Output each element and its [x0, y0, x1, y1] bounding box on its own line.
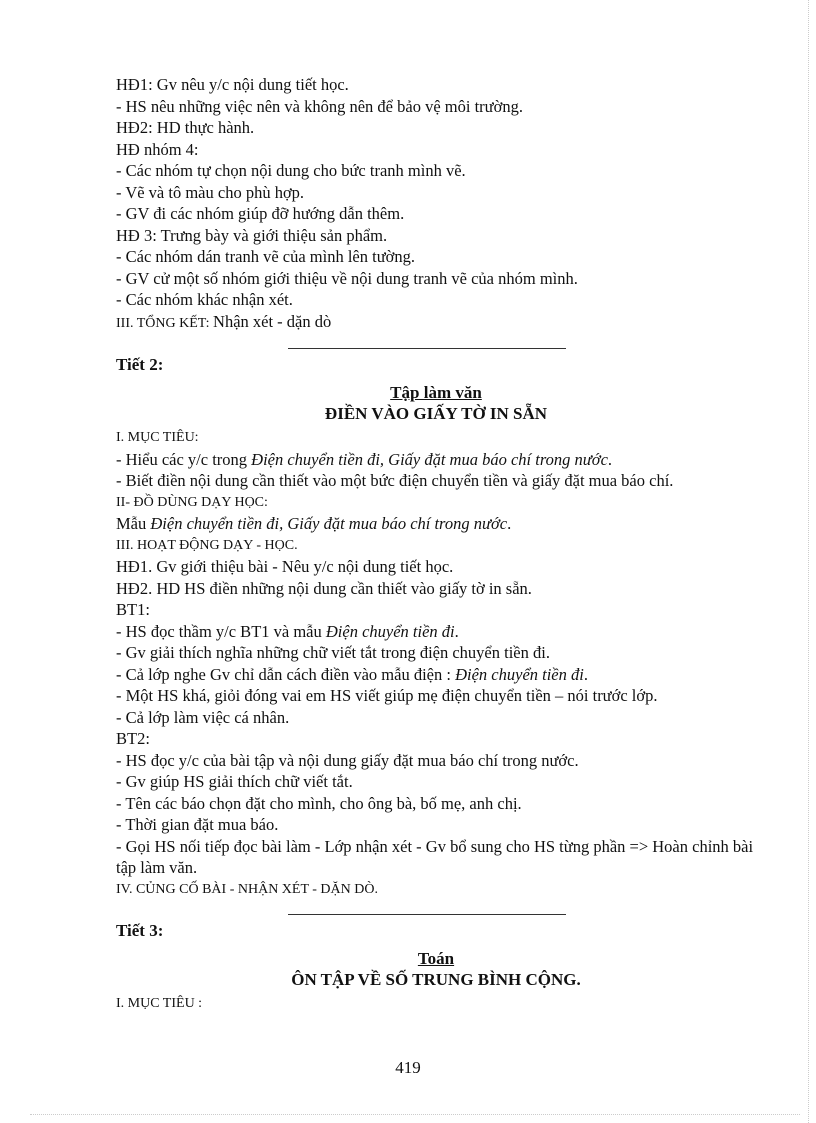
text-line: - Một HS khá, giỏi đóng vai em HS viết giúp mẹ điện chuyển tiền – nói trước lớp.	[116, 686, 658, 705]
subject-title: Tập làm văn	[390, 383, 482, 402]
section-heading: III. HOẠT ĐỘNG DẠY - HỌC.	[116, 537, 298, 553]
text-line: - Cả lớp nghe Gv chỉ dẫn cách điền vào mẫu điện : Điện chuyển tiền đi.	[116, 664, 588, 684]
text-line: - Gv giải thích nghĩa những chữ viết tắt trong điện chuyển tiền đi.	[116, 643, 550, 662]
subject-title: Toán	[417, 949, 455, 968]
text-line: HĐ2: HD thực hành.	[116, 118, 255, 137]
text-line: HĐ1. Gv giới thiệu bài - Nêu y/c nội dung tiết học.	[116, 557, 454, 576]
lesson-heading-2: Tiết 2:	[116, 355, 164, 374]
page-edge-bottom	[30, 1114, 800, 1115]
summary-heading	[116, 311, 756, 335]
text-line: BT2:	[116, 729, 150, 748]
page-content	[116, 74, 756, 1015]
lesson-title: ĐIỀN VÀO GIẤY TỜ IN SẴN	[324, 404, 548, 423]
text-line: - Gv giúp HS giải thích chữ viết tắt.	[116, 772, 353, 791]
text-line: - GV đi các nhóm giúp đỡ hướng dẫn thêm.	[116, 204, 405, 223]
summary-text: Nhận xét - dặn dò	[213, 311, 332, 331]
section-divider	[288, 914, 566, 915]
text-line: - Gọi HS nối tiếp đọc bài làm - Lớp nhận xét - Gv bổ sung cho HS từng phần => Hoàn chỉnh bài tập làm văn.	[116, 836, 754, 877]
text-line: - Biết điền nội dung cần thiết vào một bức điện chuyển tiền và giấy đặt mua báo chí.	[116, 471, 674, 490]
section-heading: I. MỤC TIÊU:	[116, 430, 199, 445]
text-line: - Cả lớp làm việc cá nhân.	[116, 707, 290, 727]
text-line: HĐ 3: Trưng bày và giới thiệu sản phẩm.	[116, 225, 388, 245]
section-heading: II- ĐỒ DÙNG DẠY HỌC:	[116, 494, 268, 510]
text-line: - HS nêu những việc nên và không nên để bảo vệ môi trường.	[116, 96, 523, 116]
text-line: - HS đọc thầm y/c BT1 và mẫu Điện chuyển tiền đi.	[116, 621, 459, 641]
text-line: - Hiểu các y/c trong Điện chuyển tiền đi, Giấy đặt mua báo chí trong nước.	[116, 449, 613, 469]
text-line: - Tên các báo chọn đặt cho mình, cho ông bà, bố mẹ, anh chị.	[116, 793, 522, 813]
summary-label: III. TỔNG KẾT:	[116, 315, 214, 331]
text-line: HĐ nhóm 4:	[116, 139, 199, 159]
text-line: - HS đọc y/c của bài tập và nội dung giấy đặt mua báo chí trong nước.	[116, 750, 579, 770]
text-line: - Thời gian đặt mua báo.	[116, 815, 279, 834]
text-line: - Các nhóm khác nhận xét.	[116, 290, 293, 309]
text-line: Mẫu Điện chuyển tiền đi, Giấy đặt mua báo chí trong nước.	[116, 514, 512, 533]
page-edge-right	[808, 0, 809, 1123]
text-line: BT1:	[116, 600, 150, 619]
page-number: 419	[395, 1058, 421, 1077]
lesson-title: ÔN TẬP VỀ SỐ TRUNG BÌNH CỘNG.	[291, 970, 581, 989]
section-heading: IV. CỦNG CỐ BÀI - NHẬN XÉT - DẶN DÒ.	[116, 881, 378, 897]
text-line: HĐ2. HD HS điền những nội dung cần thiết vào giấy tờ in sẵn.	[116, 578, 532, 598]
text-line: - GV cử một số nhóm giới thiệu về nội dung tranh vẽ của nhóm mình.	[116, 268, 578, 288]
text-line: - Các nhóm tự chọn nội dung cho bức tranh mình vẽ.	[116, 161, 466, 180]
lesson-heading-3: Tiết 3:	[116, 921, 164, 940]
text-line: - Vẽ và tô màu cho phù hợp.	[116, 182, 305, 202]
text-line: HĐ1: Gv nêu y/c nội dung tiết học.	[116, 75, 349, 94]
section-divider	[288, 348, 566, 349]
text-line: - Các nhóm dán tranh vẽ của mình lên tường.	[116, 247, 416, 266]
section-heading: I. MỤC TIÊU :	[116, 996, 203, 1011]
